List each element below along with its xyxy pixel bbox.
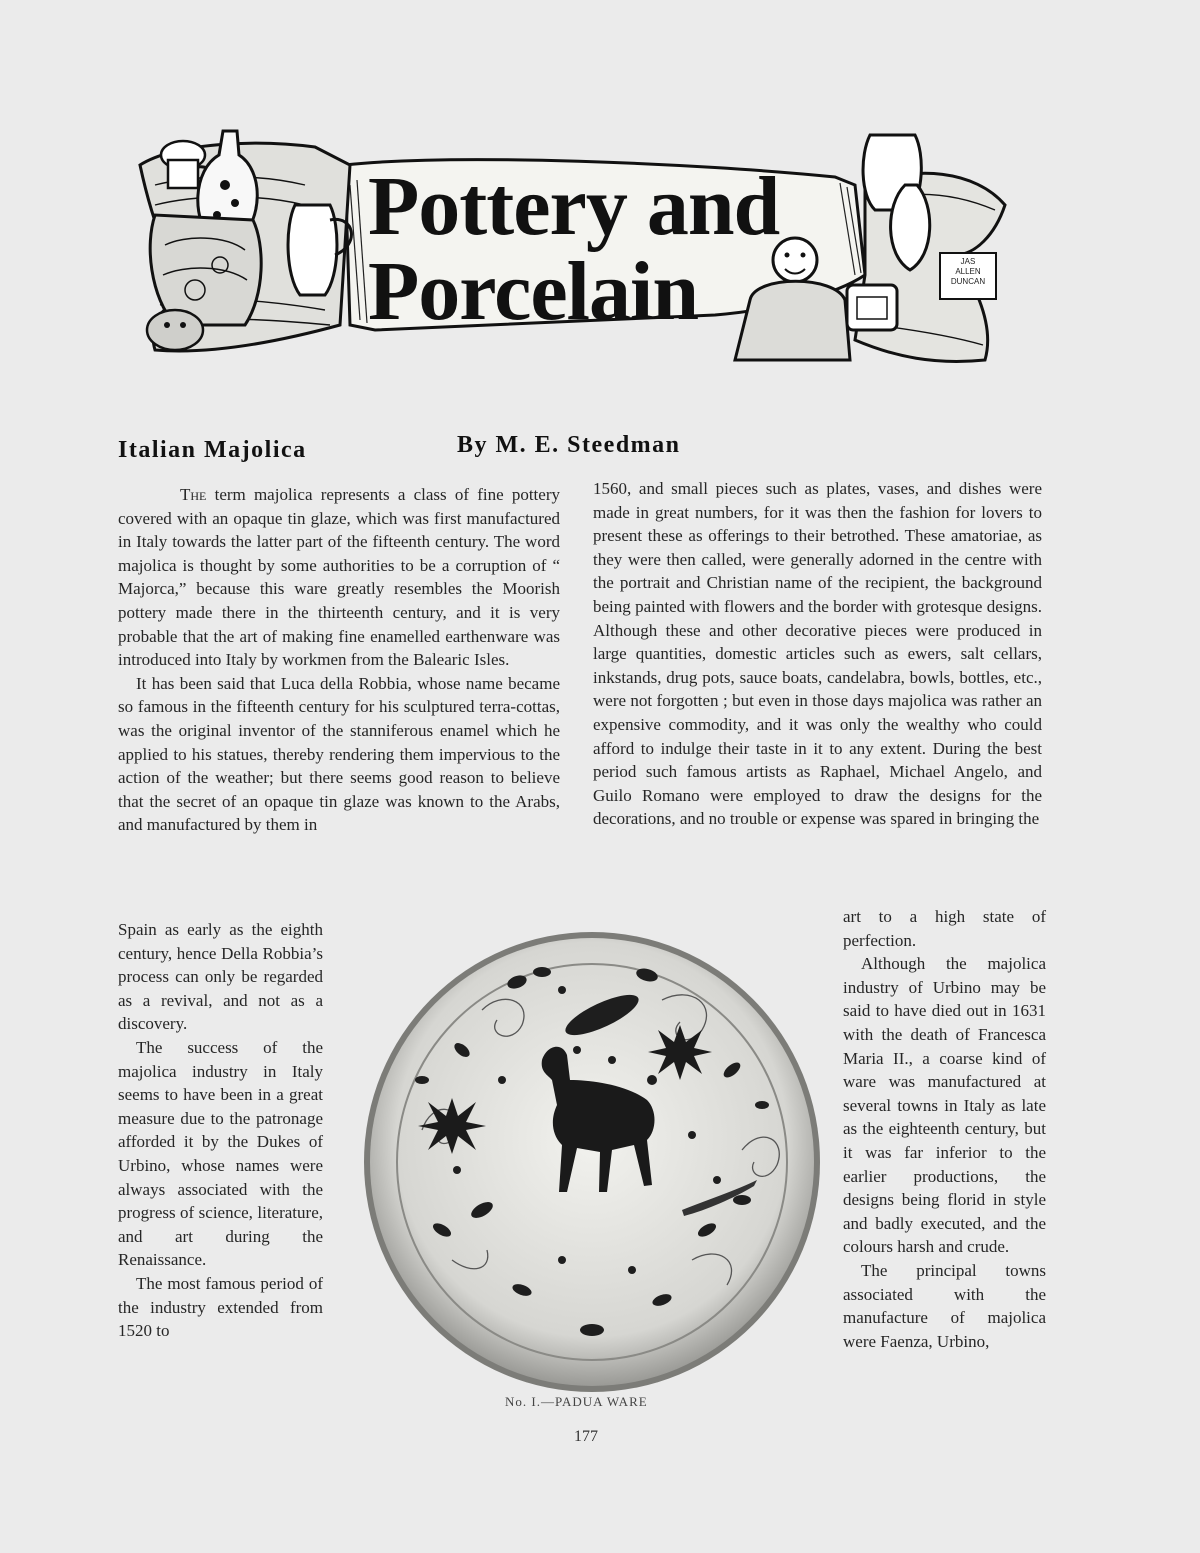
- banner-title-line-2: Porcelain: [368, 245, 699, 338]
- paragraph: [118, 483, 560, 672]
- paragraph: art to a high state of perfection.: [843, 907, 1046, 950]
- figure-caption: No. I.—PADUA WARE: [505, 1394, 648, 1409]
- paragraph: 1560, and small pieces such as plates, vases, and dishes were made in great numbers, for it was then the fashion for lovers to present these as offerings to their betrothed. These amatoriae, as they were then called, were generally adorned in the centre with the portrait and Christian name of the recipient, the background being painted with flowers and the border with grotesque designs. Although these and other decorative pieces were produced in large quantities, domestic articles such as ewers, salt cellars, inkstands, drug pots, sauce boats, candelabra, bowls, bottles, etc., were not forgotten ; but even in those days majolica was rather an expensive commodity, and it was only the wealthy who could afford to indulge their taste in it to any extent. During the best period such famous artists as Raphael, Michael Angelo, and Guilo Romano were employed to draw the designs for the decorations, and no trouble or expense was spared in bringing the: [593, 479, 1042, 829]
- signature-line: DUNCAN: [950, 277, 986, 286]
- plate-illustration: [362, 930, 822, 1395]
- header-banner: [135, 125, 1010, 370]
- page-number: 177: [574, 1428, 598, 1445]
- drop-lead-word: The: [180, 485, 207, 504]
- left-column-narrow: [118, 918, 323, 1343]
- banner-title-line-1: Pottery and: [368, 160, 780, 253]
- article-byline: By M. E. Steedman: [457, 432, 681, 458]
- artist-signature: [943, 257, 993, 297]
- paragraph: The success of the majolica industry in Italy seems to have been in a great measure due to the patronage afforded it by the Dukes of Urbino, whose names were always associated with the progress of science, literature, and art during the Renaissance.: [118, 1037, 323, 1270]
- left-column-top: [118, 483, 560, 837]
- article-title: Italian Majolica: [118, 437, 307, 463]
- paragraph: It has been said that Luca della Robbia, whose name became so famous in the fifteenth century for his sculptured terra-cottas, was the original inventor of the stanniferous enamel which he applied to his statues, thereby rendering them impervious to the action of the weather; but there seems good reason to believe that the secret of an opaque tin glaze was known to the Arabs, and manufactured by them in: [118, 673, 560, 835]
- paragraph: Although the majolica industry of Urbino may be said to have died out in 1631 with the death of Francesca Maria II., a coarse kind of ware was manufactured at several towns in Italy as late as the eighteenth century, but it was far inferior to the earlier productions, the designs being florid in style and badly executed, and the colours harsh and crude.: [843, 954, 1046, 1257]
- signature-line: ALLEN: [955, 267, 981, 276]
- paragraph: The principal towns associated with the manufacture of majolica were Faenza, Urbino,: [843, 1260, 1046, 1351]
- paragraph: Spain as early as the eighth century, hence Della Robbia’s process can only be regarded as a revival, and not as a discovery.: [118, 920, 323, 1034]
- right-column-top: [593, 477, 1042, 831]
- padua-ware-plate-figure: [362, 930, 822, 1395]
- paragraph: The most famous period of the industry extended from 1520 to: [118, 1273, 323, 1341]
- right-column-narrow: [843, 905, 1046, 1353]
- paragraph-text: term majolica represents a class of fine pottery covered with an opaque tin glaze, which was first manufactured in Italy towards the latter part of the fifteenth century. The word majolica is thought by some authorities to be a corruption of “ Majorca,” because this ware greatly resembles the Moorish pottery made there in the thirteenth century, and it is very probable that the art of making fine enamelled earthenware was introduced into Italy by workmen from the Balearic Isles.: [118, 485, 560, 670]
- signature-line: JAS: [960, 257, 976, 266]
